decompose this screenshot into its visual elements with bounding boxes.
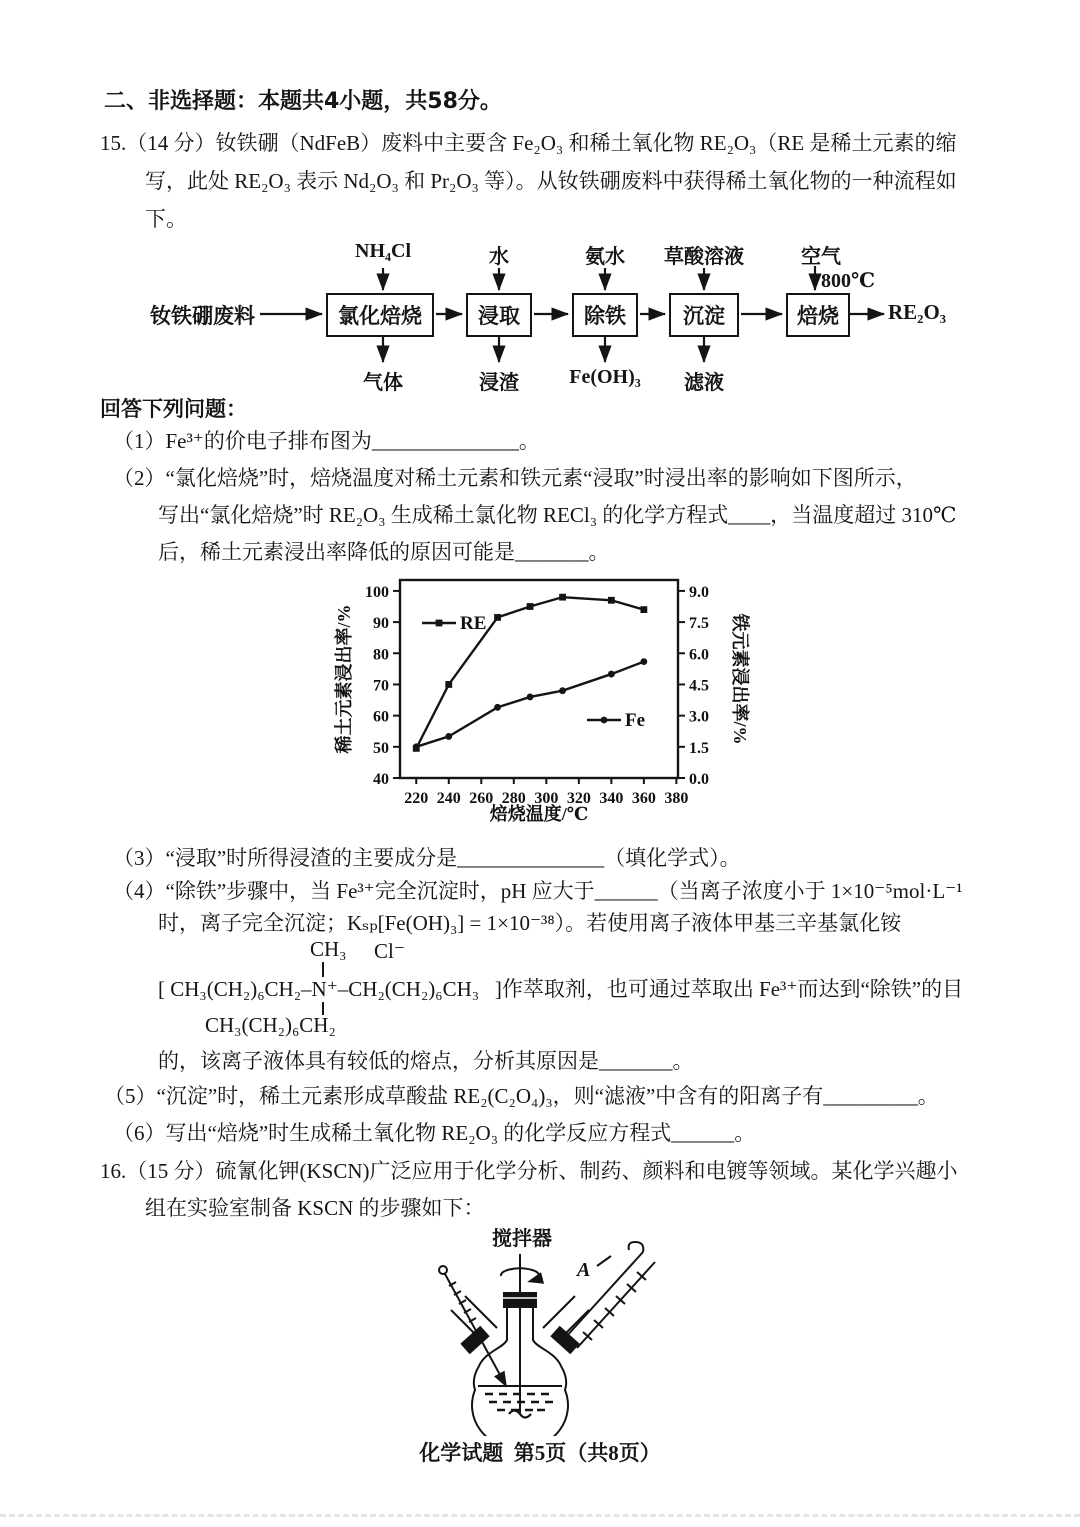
q15-intro-line-1: 15.（14 分）钕铁硼（NdFeB）废料中主要含 Fe₂O₃ 和稀土氧化物 RE₂O₃（RE 是稀土元素的缩 (100, 131, 957, 155)
stirrer-label: 搅拌器 (492, 1228, 552, 1250)
tube-a-label: A (577, 1259, 591, 1281)
leaching-rate-chart (330, 568, 760, 836)
svg-text:4.5: 4.5 (689, 677, 709, 695)
leaching-chart-svg (330, 568, 760, 836)
svg-text:90: 90 (373, 615, 389, 633)
flow-output-gas: 气体 (363, 372, 403, 394)
svg-text:50: 50 (373, 739, 389, 757)
flow-product-label: RE₂O₃ (888, 300, 947, 324)
svg-text:220: 220 (404, 790, 429, 807)
svg-text:40: 40 (373, 771, 389, 788)
q15-sub4-continuation: 的，该离子液体具有较低的熔点，分析其原因是_______。 (158, 1049, 694, 1073)
q15-sub2-line-1: （2）“氯化焙烧”时，焙烧温度对稀土元素和铁元素“浸取”时浸出率的影响如下图所示， (113, 466, 917, 490)
center-stopper (503, 1292, 537, 1308)
q15-sub4-line-2: 时，离子完全沉淀；Kₛₚ[Fe(OH)₃] = 1×10⁻³⁸）。若使用离子液体甲基三辛基氯化铵 (158, 911, 902, 935)
svg-text:铁元素浸出率/%: 铁元素浸出率/% (730, 613, 750, 745)
flow-top-input-water: 水 (489, 246, 509, 268)
svg-text:380: 380 (664, 790, 689, 807)
q15-intro-line-2: 写，此处 RE₂O₃ 表示 Nd₂O₃ 和 Pr₂O₃ 等）。从钕铁硼废料中获得稀土氧化物的一种流程如 (145, 169, 957, 193)
section-header: 二、非选择题：本题共4小题，共58分。 (104, 89, 502, 114)
flow-box-leaching: 浸取 (466, 293, 532, 337)
flow-box-precipitation: 沉淀 (669, 293, 739, 337)
flow-box-roasting: 焙烧 (786, 293, 850, 337)
svg-text:0.0: 0.0 (689, 771, 709, 788)
flow-output-feoh3: Fe(OH)₃ (569, 366, 641, 388)
flow-box-iron-removal: 除铁 (572, 293, 638, 337)
q15-sub5: （5）“沉淀”时，稀土元素形成草酸盐 RE₂(C₂O₄)₃，则“滤液”中含有的阳离子有_________。 (104, 1084, 939, 1108)
svg-text:100: 100 (365, 583, 389, 601)
q15-sub3: （3）“浸取”时所得浸渣的主要成分是______________（填化学式）。 (113, 846, 741, 870)
svg-text:340: 340 (599, 790, 624, 807)
answer-prompt: 回答下列问题： (100, 397, 247, 421)
process-flow-diagram (140, 238, 1020, 403)
structure-top-methyl: CH₃ (310, 937, 347, 961)
svg-text:Fe: Fe (625, 710, 646, 731)
flow-top-input-ammonia: 氨水 (585, 246, 625, 268)
flow-box-chlorination-roasting: 氯化焙烧 (326, 293, 434, 337)
q15-sub1: （1）Fe³⁺的价电子排布图为______________。 (113, 429, 540, 453)
svg-text:焙烧温度/℃: 焙烧温度/℃ (489, 804, 589, 824)
structure-main-row: [ CH₃(CH₂)₆CH₂–N⁺–CH₂(CH₂)₆CH₃ ]作萃取剂，也可通过萃取出 Fe³⁺而达到“除铁”的目 (158, 977, 964, 1001)
q16-line-2: 组在实验室制备 KSCN 的步骤如下： (145, 1196, 485, 1220)
svg-text:7.5: 7.5 (689, 615, 709, 633)
q16-line-1: 16.（15 分）硫氰化钾(KSCN)广泛应用于化学分析、制药、颜料和电镀等领域。某化学兴趣小 (100, 1159, 958, 1183)
svg-text:280: 280 (501, 790, 526, 807)
flow-top-input-nh4cl: NH₄Cl (355, 240, 411, 262)
svg-text:60: 60 (373, 708, 389, 726)
svg-text:3.0: 3.0 (689, 708, 709, 726)
right-stopper (555, 1331, 575, 1349)
flow-output-filtrate: 滤液 (684, 372, 724, 394)
page-footer: 化学试题 第5页（共8页） (419, 1441, 661, 1465)
q15-sub4-line-1: （4）“除铁”步骤中，当 Fe³⁺完全沉淀时，pH 应大于______（当离子浓度小于 1×10⁻⁵mol·L⁻¹ (113, 879, 963, 903)
structure-bond-top (322, 962, 324, 977)
svg-text:320: 320 (566, 790, 591, 807)
svg-text:RE: RE (460, 613, 487, 634)
q15-intro-line-3: 下。 (145, 207, 187, 231)
svg-text:70: 70 (373, 677, 389, 695)
svg-text:240: 240 (436, 790, 461, 807)
svg-text:1.5: 1.5 (689, 739, 709, 757)
q15-sub6: （6）写出“焙烧”时生成稀土氧化物 RE₂O₃ 的化学反应方程式______。 (113, 1121, 756, 1145)
svg-text:稀土元素浸出率/%: 稀土元素浸出率/% (334, 604, 354, 754)
svg-text:260: 260 (469, 790, 494, 807)
structure-chloride-ion: Cl⁻ (374, 939, 405, 963)
q15-sub2-line-3: 后，稀土元素浸出率降低的原因可能是_______。 (158, 540, 610, 564)
flow-input-label: 钕铁硼废料 (150, 304, 255, 328)
flow-output-residue: 浸渣 (479, 372, 519, 394)
svg-text:80: 80 (373, 646, 389, 664)
three-neck-flask-apparatus (415, 1236, 675, 1436)
gas-tube-a (565, 1242, 655, 1348)
apparatus-svg (415, 1236, 675, 1436)
page-bottom-edge (0, 1514, 1080, 1517)
q15-sub2-line-2: 写出“氯化焙烧”时 RE₂O₃ 生成稀土氯化物 RECl₃ 的化学方程式____，当温度超过 310℃ (158, 503, 957, 527)
svg-text:9.0: 9.0 (689, 583, 709, 601)
svg-text:300: 300 (534, 790, 559, 807)
flow-top-input-oxalic-acid: 草酸溶液 (664, 246, 744, 268)
svg-text:360: 360 (631, 790, 656, 807)
structure-bottom-chain: CH₃(CH₂)₆CH₂ (205, 1013, 336, 1037)
flow-temp-label: 800℃ (821, 270, 875, 292)
flow-top-input-air: 空气 (801, 246, 841, 268)
svg-text:6.0: 6.0 (689, 646, 709, 664)
